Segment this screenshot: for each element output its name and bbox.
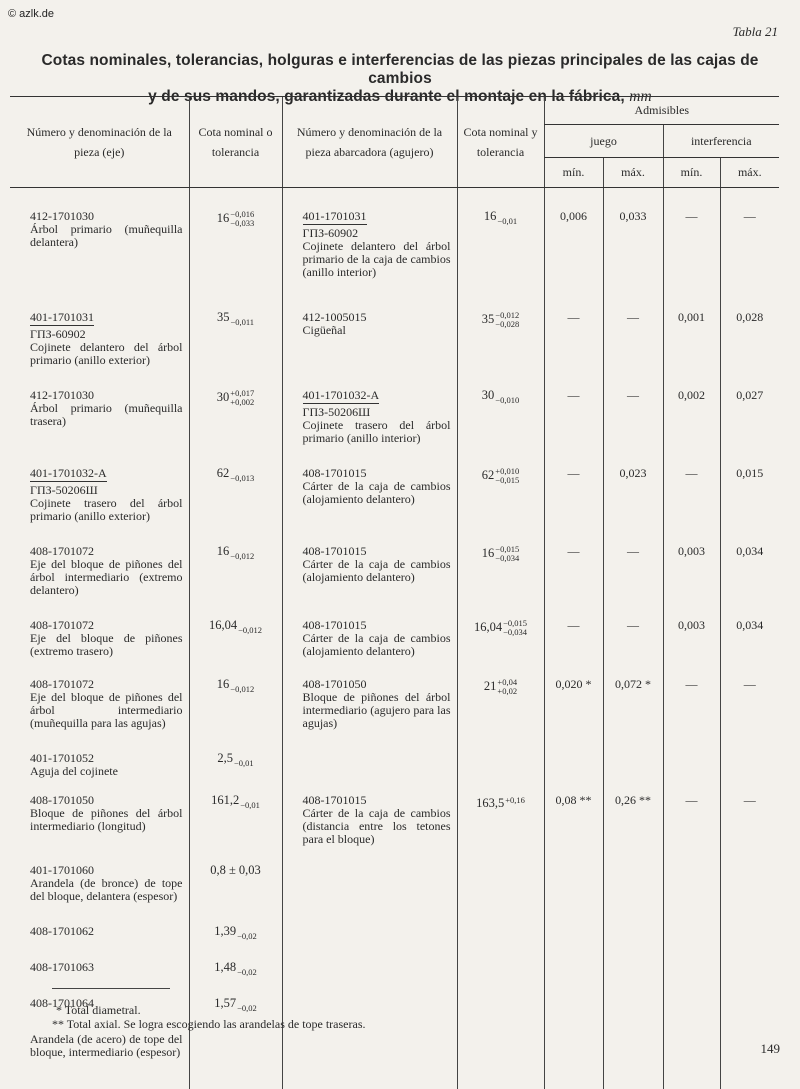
value-jmax (603, 985, 663, 1021)
nominal-shaft-cell (189, 301, 282, 377)
part-description: Arandela (de acero) de tope del bloque, intermediario (espesor) (30, 1033, 183, 1059)
part-number: 408-1701062 (30, 925, 183, 938)
shaft-piece-cell (10, 377, 189, 455)
footnote-2: ** Total axial. Se logra escogiendo las arandelas de tope traseras. (52, 1017, 366, 1031)
hole-piece-cell (282, 666, 457, 740)
nominal-hole-cell (457, 913, 544, 949)
value-jmax (603, 1021, 663, 1089)
header-admisibles: Admisibles (544, 97, 779, 125)
nominal-shaft-cell (189, 533, 282, 607)
watermark: © azlk.de (8, 8, 54, 20)
hole-piece-cell (282, 784, 457, 854)
nominal-hole-cell (457, 784, 544, 854)
value-imin: — (663, 666, 720, 740)
part-description: Cárter de la caja de cambios (alojamiento delantero) (303, 480, 451, 506)
nominal-hole-cell (457, 985, 544, 1021)
hole-piece-cell (282, 377, 457, 455)
nominal-hole-cell (457, 740, 544, 784)
footnotes (52, 1003, 366, 1031)
nominal-hole-cell (457, 854, 544, 913)
tolerance-value: $30_{-0,010}$ (482, 388, 519, 402)
table-row (10, 1021, 779, 1089)
part-description: Eje del bloque de piñones del árbol intermediario (extremo delantero) (30, 558, 183, 597)
part-number: 412-1005015 (303, 311, 451, 324)
value-jmin (544, 913, 603, 949)
footnote-divider (52, 988, 170, 989)
value-jmin (544, 985, 603, 1021)
part-description: Arandela (de bronce) de tope del bloque, delantera (espesor) (30, 877, 183, 903)
part-description: Eje del bloque de piñones del árbol intermediario (muñequilla para las agujas) (30, 691, 183, 730)
value-imin (663, 1021, 720, 1089)
value-jmin: 0,08 ** (544, 784, 603, 854)
hole-piece-cell (282, 740, 457, 784)
shaft-piece-cell (10, 740, 189, 784)
tolerance-value: $62_{-0,013}$ (217, 466, 254, 480)
value-imax: — (720, 784, 779, 854)
title-line-2: y de sus mandos, garantizadas durante el montaje en la fábrica, mm (10, 88, 790, 106)
part-description: Cojinete trasero del árbol primario (anillo exterior) (30, 497, 183, 523)
tolerance-value: 16 −0,015 −0,034 (482, 546, 519, 560)
nominal-hole-cell (457, 533, 544, 607)
hole-piece-cell (282, 455, 457, 533)
tolerance-value: 21 +0,04 +0,02 (484, 679, 517, 693)
bearing-number: ГПЗ-60902 (303, 227, 451, 240)
tolerance-value: $1,57_{-0,02}$ (214, 996, 257, 1010)
part-description: Bloque de piñones del árbol intermediario (agujero para las agujas) (303, 691, 451, 730)
value-imin: — (663, 188, 720, 302)
header-juego: juego (544, 125, 663, 158)
part-number: 408-1701015 (303, 619, 451, 632)
nominal-shaft-cell (189, 913, 282, 949)
part-description: Cigüeñal (303, 324, 451, 337)
value-imin (663, 913, 720, 949)
value-jmax: 0,033 (603, 188, 663, 302)
shaft-piece-cell (10, 784, 189, 854)
header-interferencia: interferencia (663, 125, 779, 158)
header-nominal-2: Cota nominal y tolerancia (457, 97, 544, 188)
tolerance-table (10, 96, 779, 1089)
part-description: Cárter de la caja de cambios (alojamiento delantero) (303, 558, 451, 584)
part-number: 408-1701064 (30, 997, 183, 1010)
table-row (10, 666, 779, 740)
nominal-shaft-cell (189, 607, 282, 666)
value-imin (663, 985, 720, 1021)
value-jmin: — (544, 607, 603, 666)
page-number: 149 (761, 1041, 781, 1057)
part-description: Aguja del cojinete (30, 765, 183, 778)
value-jmin: 0,020 * (544, 666, 603, 740)
hole-piece-cell (282, 188, 457, 302)
nominal-shaft-cell (189, 188, 282, 302)
tolerance-value: 16,04 −0,015 −0,034 (474, 620, 527, 634)
part-number: 412-1701030 (30, 210, 183, 223)
value-jmin: — (544, 301, 603, 377)
value-jmax: 0,26 ** (603, 784, 663, 854)
part-description: Bloque de piñones del árbol intermediario (longitud) (30, 807, 183, 833)
nominal-shaft-cell (189, 455, 282, 533)
tolerance-value: $161,2_{-0,01}$ (211, 793, 260, 807)
tolerance-value: $16_{-0,012}$ (217, 544, 254, 558)
hole-piece-cell (282, 301, 457, 377)
table-row (10, 533, 779, 607)
header-piece-hole: Número y denominación de la pieza abarcadora (agujero) (282, 97, 457, 188)
shaft-piece-cell (10, 666, 189, 740)
table-row (10, 455, 779, 533)
table-row (10, 784, 779, 854)
part-number: 401-1701031 (30, 311, 94, 326)
nominal-hole-cell (457, 949, 544, 985)
nominal-hole-cell (457, 188, 544, 302)
part-number: 408-1701072 (30, 545, 183, 558)
shaft-piece-cell (10, 913, 189, 949)
value-jmax: — (603, 377, 663, 455)
value-imin (663, 854, 720, 913)
table-row (10, 740, 779, 784)
value-imin (663, 740, 720, 784)
hole-piece-cell (282, 607, 457, 666)
nominal-hole-cell (457, 1021, 544, 1089)
value-jmin: 0,006 (544, 188, 603, 302)
nominal-shaft-cell (189, 854, 282, 913)
part-number: 408-1701015 (303, 545, 451, 558)
nominal-shaft-cell (189, 949, 282, 985)
part-description: Cojinete delantero del árbol primario (anillo exterior) (30, 341, 183, 367)
header-piece-shaft: Número y denominación de la pieza (eje) (10, 97, 189, 188)
table-row (10, 301, 779, 377)
value-imax (720, 985, 779, 1021)
part-number: 408-1701015 (303, 467, 451, 480)
tolerance-value: $163,5^{+0,16}$ (476, 796, 525, 810)
part-description: Eje del bloque de piñones (extremo trasero) (30, 632, 183, 658)
value-jmax: 0,023 (603, 455, 663, 533)
value-imin: 0,003 (663, 533, 720, 607)
value-imin: — (663, 455, 720, 533)
header-juego-min: mín. (544, 158, 603, 188)
value-jmax (603, 913, 663, 949)
value-jmin (544, 740, 603, 784)
part-number: 408-1701050 (303, 678, 451, 691)
value-jmax: 0,072 * (603, 666, 663, 740)
shaft-piece-cell (10, 455, 189, 533)
tolerance-value: $35_{-0,011}$ (217, 310, 254, 324)
header-interf-min: mín. (663, 158, 720, 188)
nominal-hole-cell (457, 666, 544, 740)
value-imin (663, 949, 720, 985)
value-imax: 0,015 (720, 455, 779, 533)
part-description: Árbol primario (muñequilla trasera) (30, 402, 183, 428)
part-number: 401-1701031 (303, 210, 367, 225)
value-imin: 0,002 (663, 377, 720, 455)
nominal-shaft-cell (189, 1021, 282, 1089)
value-imax (720, 854, 779, 913)
shaft-piece-cell (10, 854, 189, 913)
bearing-number: ГПЗ-50206Ш (30, 484, 183, 497)
hole-piece-cell (282, 1021, 457, 1089)
tolerance-value: $1,39_{-0,02}$ (214, 924, 257, 938)
value-imin: — (663, 784, 720, 854)
value-jmax (603, 949, 663, 985)
header-juego-max: máx. (603, 158, 663, 188)
tolerance-value: $16_{-0,01}$ (484, 209, 517, 223)
part-description: Cárter de la caja de cambios (alojamiento delantero) (303, 632, 451, 658)
table-row (10, 377, 779, 455)
value-jmin (544, 854, 603, 913)
nominal-hole-cell (457, 377, 544, 455)
part-number: 412-1701030 (30, 389, 183, 402)
header-interf-max: máx. (720, 158, 779, 188)
shaft-piece-cell (10, 949, 189, 985)
tolerance-value: 0,8 ± 0,03 (210, 863, 261, 877)
part-number: 401-1701032-A (30, 467, 107, 482)
part-number: 408-1701072 (30, 619, 183, 632)
value-jmax (603, 854, 663, 913)
part-description: Cojinete delantero del árbol primario de la caja de cambios (anillo interior) (303, 240, 451, 279)
tolerance-value: 30 +0,017 +0,002 (217, 390, 254, 404)
nominal-shaft-cell (189, 377, 282, 455)
table-row (10, 913, 779, 949)
value-imax (720, 913, 779, 949)
part-number: 408-1701063 (30, 961, 183, 974)
part-number: 408-1701072 (30, 678, 183, 691)
value-imax: 0,028 (720, 301, 779, 377)
tolerance-value: 35 −0,012 −0,028 (482, 312, 519, 326)
nominal-shaft-cell (189, 784, 282, 854)
nominal-hole-cell (457, 607, 544, 666)
title-unit: mm (629, 88, 652, 105)
part-number: 401-1701060 (30, 864, 183, 877)
title-line-1: Cotas nominales, tolerancias, holguras e interferencias de las piezas principales de las cajas de cambios (10, 52, 790, 88)
value-imax: 0,034 (720, 607, 779, 666)
value-imin: 0,001 (663, 301, 720, 377)
shaft-piece-cell (10, 533, 189, 607)
table-label: Tabla 21 (733, 24, 778, 40)
shaft-piece-cell (10, 301, 189, 377)
hole-piece-cell (282, 854, 457, 913)
table-row (10, 188, 779, 302)
part-number: 408-1701015 (303, 794, 451, 807)
value-jmin: — (544, 377, 603, 455)
nominal-hole-cell (457, 455, 544, 533)
table-row (10, 607, 779, 666)
tolerance-value: 62 +0,010 −0,015 (482, 468, 519, 482)
value-jmin (544, 1021, 603, 1089)
value-jmin (544, 949, 603, 985)
value-jmax: — (603, 533, 663, 607)
value-jmax: — (603, 301, 663, 377)
value-imax (720, 740, 779, 784)
tolerance-value: $16,04_{-0,012}$ (209, 618, 262, 632)
part-description: Cojinete trasero del árbol primario (anillo interior) (303, 419, 451, 445)
value-jmax: — (603, 607, 663, 666)
value-imin: 0,003 (663, 607, 720, 666)
value-jmin: — (544, 533, 603, 607)
tolerance-value: $1,48_{-0,02}$ (214, 960, 257, 974)
footnote-1: * Total diametral. (52, 1003, 366, 1017)
shaft-piece-cell (10, 607, 189, 666)
hole-piece-cell (282, 533, 457, 607)
part-number: 401-1701032-A (303, 389, 380, 404)
value-imax: 0,027 (720, 377, 779, 455)
part-number: 408-1701050 (30, 794, 183, 807)
nominal-shaft-cell (189, 666, 282, 740)
part-description: Árbol primario (muñequilla delantera) (30, 223, 183, 249)
hole-piece-cell (282, 949, 457, 985)
table-row (10, 949, 779, 985)
tolerance-value: $16_{-0,012}$ (217, 677, 254, 691)
nominal-hole-cell (457, 301, 544, 377)
value-jmin: — (544, 455, 603, 533)
value-imax: 0,034 (720, 533, 779, 607)
value-imax (720, 949, 779, 985)
header-nominal-1: Cota nominal o tolerancia (189, 97, 282, 188)
value-imax: — (720, 666, 779, 740)
hole-piece-cell (282, 913, 457, 949)
table-body (10, 188, 779, 1089)
shaft-piece-cell (10, 1021, 189, 1089)
part-description: Cárter de la caja de cambios (distancia entre los tetones para el bloque) (303, 807, 451, 846)
value-imax: — (720, 188, 779, 302)
bearing-number: ГПЗ-60902 (30, 328, 183, 341)
shaft-piece-cell (10, 188, 189, 302)
bearing-number: ГПЗ-50206Ш (303, 406, 451, 419)
value-jmax (603, 740, 663, 784)
tolerance-value: 16 −0,016 −0,033 (217, 211, 254, 225)
part-number: 401-1701052 (30, 752, 183, 765)
nominal-shaft-cell (189, 740, 282, 784)
table-row (10, 854, 779, 913)
tolerance-value: $2,5_{-0,01}$ (217, 751, 253, 765)
